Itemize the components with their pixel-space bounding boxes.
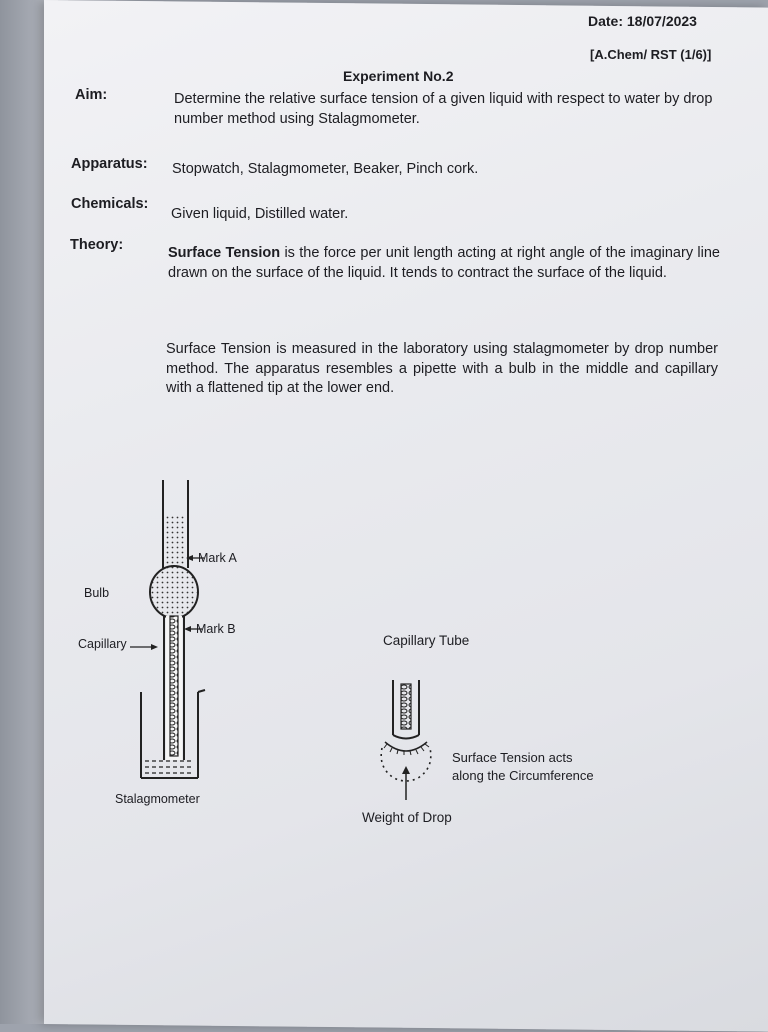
mark-b-label: Mark B [196, 622, 236, 636]
surface-tension-label-line2: along the Circumference [452, 768, 594, 783]
chemicals-label: Chemicals: [71, 196, 149, 212]
theory-paragraph-2: Surface Tension is measured in the laboratory using stalagmometer by drop number method. The apparatus resembles a pipette with a bulb in the middle and capillary with a flattened tip at the lower end. [166, 341, 718, 397]
surface-tension-label-line1: Surface Tension acts [452, 750, 573, 765]
capillary-tube-label: Capillary Tube [383, 633, 470, 648]
stalagmometer-drawing [130, 480, 205, 778]
stalagmometer-label: Stalagmometer [115, 792, 200, 806]
experiment-title: Experiment No.2 [343, 68, 454, 84]
weight-of-drop-label: Weight of Drop [362, 810, 452, 825]
course-code: [A.Chem/ RST (1/6)] [590, 47, 712, 62]
chemicals-text: Given liquid, Distilled water. [171, 206, 349, 222]
date-text: Date: 18/07/2023 [588, 13, 697, 29]
aim-label: Aim: [75, 87, 108, 103]
capillary-label: Capillary [78, 637, 127, 651]
apparatus-label: Apparatus: [71, 156, 148, 172]
theory-label: Theory: [70, 237, 124, 253]
capillary-tube-drawing [381, 680, 431, 800]
theory-definition: is the force per unit length acting at right angle of the imaginary line drawn on the surface of the liquid. It tends to contract the surface of the liquid. [168, 245, 720, 281]
apparatus-text: Stopwatch, Stalagmometer, Beaker, Pinch cork. [172, 161, 479, 177]
theory-term: Surface Tension [168, 245, 281, 261]
aim-text: Determine the relative surface tension of a given liquid with respect to water by drop number method using Stalagmometer. [174, 91, 713, 127]
bulb-label: Bulb [84, 586, 110, 600]
mark-a-label: Mark A [198, 551, 237, 565]
